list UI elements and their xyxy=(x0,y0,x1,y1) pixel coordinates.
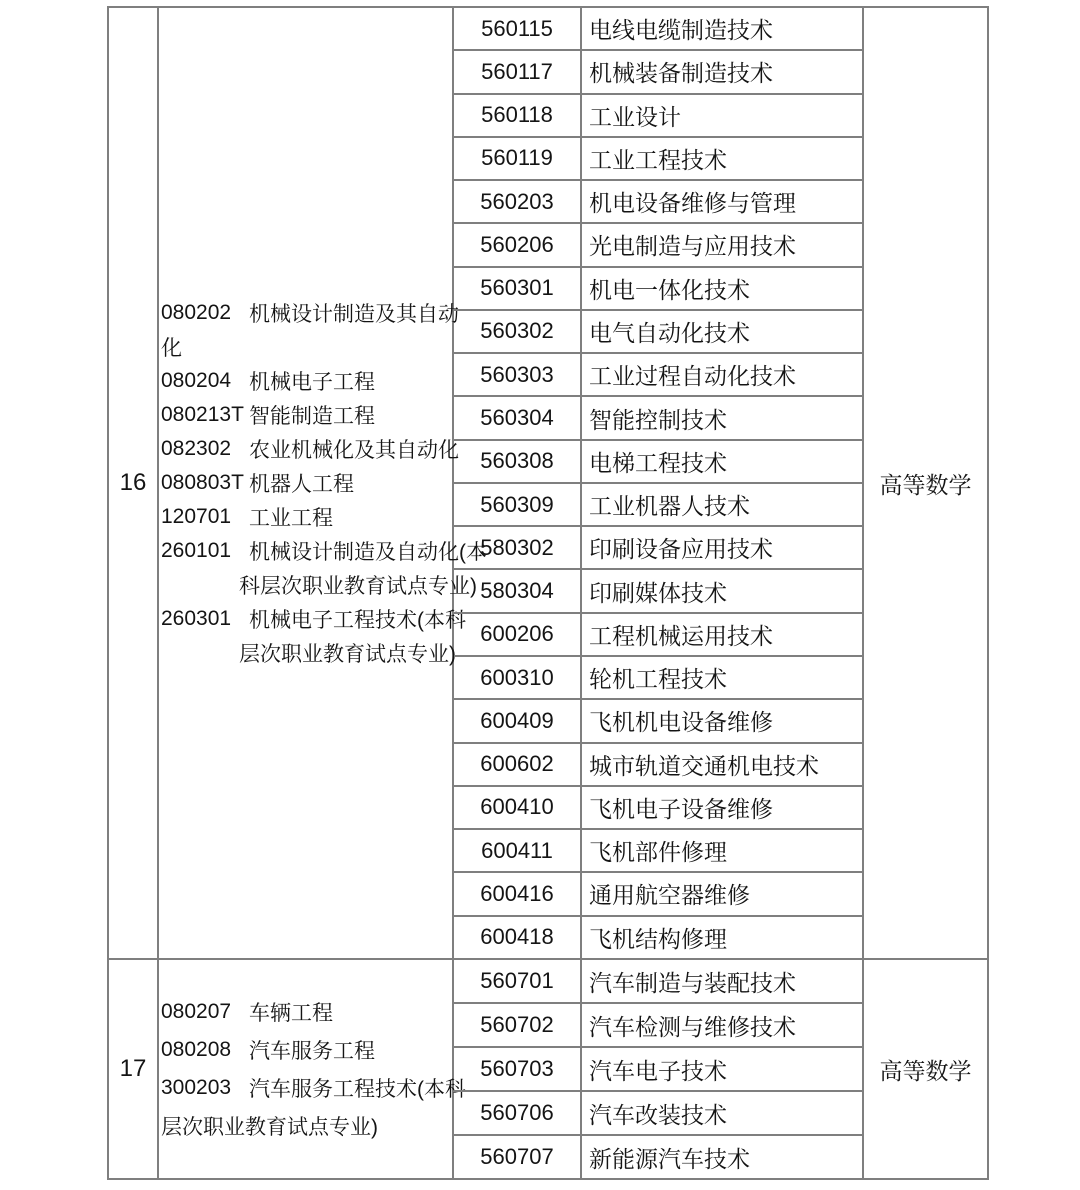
specialty-row xyxy=(454,95,862,138)
undergrad-major-line xyxy=(161,330,450,364)
specialty-code: 560117 xyxy=(454,51,582,92)
specialty-row xyxy=(454,744,862,787)
specialty-code: 600418 xyxy=(454,917,582,958)
specialty-row xyxy=(454,614,862,657)
undergrad-major-line xyxy=(161,993,450,1031)
specialty-name: 电梯工程技术 xyxy=(589,449,727,476)
specialty-row xyxy=(454,960,862,1004)
specialty-name: 工业过程自动化技术 xyxy=(589,363,796,390)
undergrad-major-name: 农业机械化及其自动化 xyxy=(249,439,459,462)
undergrad-majors-cell xyxy=(159,8,487,958)
specialty-name: 印刷媒体技术 xyxy=(589,579,727,606)
undergrad-major-line xyxy=(161,1069,466,1107)
specialty-name: 工业工程技术 xyxy=(589,146,727,173)
specialty-row xyxy=(454,397,862,440)
undergrad-major-code: 080207 xyxy=(161,1000,232,1023)
specialty-name: 工业机器人技术 xyxy=(589,493,750,520)
specialty-name: 汽车制造与装配技术 xyxy=(589,969,796,996)
specialty-row xyxy=(454,700,862,743)
specialty-code: 560302 xyxy=(454,311,582,352)
undergrad-major-code: 080208 xyxy=(161,1038,232,1061)
specialty-name: 轮机工程技术 xyxy=(589,666,727,693)
undergrad-major-name: 化 xyxy=(161,337,182,360)
specialty-name: 新能源汽车技术 xyxy=(589,1145,750,1172)
majors-exam-table xyxy=(107,6,989,1180)
specialty-rows-column xyxy=(454,960,864,1178)
specialty-rows-column xyxy=(454,8,864,958)
specialty-code: 560702 xyxy=(454,1004,582,1046)
specialty-name: 电气自动化技术 xyxy=(589,319,750,346)
specialty-row xyxy=(454,268,862,311)
specialty-code: 560707 xyxy=(454,1136,582,1178)
specialty-row xyxy=(454,441,862,484)
specialty-name: 机电设备维修与管理 xyxy=(589,190,796,217)
undergrad-major-name: 车辆工程 xyxy=(249,1002,333,1025)
table-section xyxy=(109,960,987,1178)
section-number-cell xyxy=(109,960,159,1178)
specialty-name: 飞机结构修理 xyxy=(589,925,727,952)
undergrad-major-code: 080213T xyxy=(161,403,244,426)
specialty-code: 580304 xyxy=(454,570,582,611)
specialty-name: 汽车电子技术 xyxy=(589,1057,727,1084)
specialty-row xyxy=(454,181,862,224)
specialty-name: 通用航空器维修 xyxy=(589,882,750,909)
undergrad-major-code: 300203 xyxy=(161,1076,232,1099)
undergrad-majors-cell xyxy=(159,960,466,1178)
specialty-name: 飞机机电设备维修 xyxy=(589,709,773,736)
undergrad-major-code: 080204 xyxy=(161,369,232,392)
specialty-code: 600409 xyxy=(454,700,582,741)
undergrad-major-name: 层次职业教育试点专业) xyxy=(239,643,456,666)
undergrad-major-code: 080803T xyxy=(161,471,244,494)
specialty-row xyxy=(454,138,862,181)
exam-subject-cell xyxy=(864,8,987,958)
specialty-code: 560303 xyxy=(454,354,582,395)
specialty-code: 600410 xyxy=(454,787,582,828)
specialty-name: 飞机电子设备维修 xyxy=(589,795,773,822)
undergrad-major-line xyxy=(161,296,459,330)
specialty-name: 电线电缆制造技术 xyxy=(589,17,773,44)
undergrad-major-name: 机械电子工程 xyxy=(249,371,375,394)
exam-subject: 高等数学 xyxy=(879,471,972,498)
undergrad-major-line xyxy=(239,568,477,602)
specialty-name: 印刷设备应用技术 xyxy=(589,536,773,563)
specialty-code: 560308 xyxy=(454,441,582,482)
table-section xyxy=(109,8,987,960)
specialty-row xyxy=(454,1092,862,1136)
section-number: 16 xyxy=(119,469,147,496)
specialty-row xyxy=(454,527,862,570)
specialty-name: 工业设计 xyxy=(589,103,681,130)
undergrad-major-line xyxy=(161,1107,450,1145)
specialty-row xyxy=(454,8,862,51)
undergrad-major-name: 层次职业教育试点专业) xyxy=(161,1116,378,1139)
specialty-name: 机械装备制造技术 xyxy=(589,60,773,87)
specialty-row xyxy=(454,657,862,700)
undergrad-major-name: 机器人工程 xyxy=(249,473,354,496)
undergrad-major-name: 机械电子工程技术(本科 xyxy=(249,609,466,632)
section-number-cell xyxy=(109,8,159,958)
specialty-code: 600310 xyxy=(454,657,582,698)
undergrad-major-line xyxy=(161,1031,450,1069)
specialty-code: 560309 xyxy=(454,484,582,525)
specialty-code: 580302 xyxy=(454,527,582,568)
specialty-row xyxy=(454,311,862,354)
undergrad-major-code: 082302 xyxy=(161,437,232,460)
undergrad-major-line xyxy=(161,534,487,568)
exam-subject-cell xyxy=(864,960,987,1178)
specialty-row xyxy=(454,787,862,830)
specialty-row xyxy=(454,224,862,267)
specialty-code: 560118 xyxy=(454,95,582,136)
specialty-row xyxy=(454,570,862,613)
section-number: 17 xyxy=(119,1055,147,1082)
specialty-name: 智能控制技术 xyxy=(589,406,727,433)
exam-subject: 高等数学 xyxy=(879,1057,972,1084)
specialty-row xyxy=(454,1004,862,1048)
specialty-row xyxy=(454,1048,862,1092)
specialty-row xyxy=(454,873,862,916)
specialty-code: 560706 xyxy=(454,1092,582,1134)
undergrad-major-code: 260101 xyxy=(161,539,232,562)
undergrad-major-line xyxy=(161,398,450,432)
specialty-code: 560304 xyxy=(454,397,582,438)
undergrad-major-name: 智能制造工程 xyxy=(249,405,375,428)
specialty-name: 汽车检测与维修技术 xyxy=(589,1013,796,1040)
undergrad-major-code: 260301 xyxy=(161,607,232,630)
specialty-row xyxy=(454,917,862,958)
undergrad-major-name: 机械设计制造及其自动 xyxy=(249,303,459,326)
undergrad-major-line xyxy=(161,500,450,534)
undergrad-major-name: 汽车服务工程 xyxy=(249,1040,375,1063)
specialty-row xyxy=(454,830,862,873)
undergrad-major-line xyxy=(161,364,450,398)
specialty-row xyxy=(454,1136,862,1178)
specialty-code: 560701 xyxy=(454,960,582,1002)
specialty-code: 560119 xyxy=(454,138,582,179)
specialty-name: 汽车改装技术 xyxy=(589,1101,727,1128)
undergrad-major-name: 汽车服务工程技术(本科 xyxy=(249,1078,466,1101)
specialty-code: 560301 xyxy=(454,268,582,309)
undergrad-major-name: 工业工程 xyxy=(249,507,333,530)
specialty-name: 飞机部件修理 xyxy=(589,839,727,866)
specialty-name: 工程机械运用技术 xyxy=(589,622,773,649)
specialty-code: 600206 xyxy=(454,614,582,655)
specialty-code: 560115 xyxy=(454,8,582,49)
specialty-code: 560206 xyxy=(454,224,582,265)
undergrad-major-line xyxy=(239,636,456,670)
undergrad-major-code: 080202 xyxy=(161,301,232,324)
specialty-code: 600416 xyxy=(454,873,582,914)
specialty-code: 600411 xyxy=(454,830,582,871)
specialty-row xyxy=(454,484,862,527)
specialty-code: 560203 xyxy=(454,181,582,222)
undergrad-major-name: 机械设计制造及自动化(本 xyxy=(249,541,487,564)
undergrad-major-line xyxy=(161,602,466,636)
specialty-name: 光电制造与应用技术 xyxy=(589,233,796,260)
specialty-row xyxy=(454,51,862,94)
undergrad-major-code: 120701 xyxy=(161,505,232,528)
undergrad-major-line xyxy=(161,432,459,466)
undergrad-major-line xyxy=(161,466,450,500)
specialty-name: 机电一体化技术 xyxy=(589,276,750,303)
specialty-code: 560703 xyxy=(454,1048,582,1090)
specialty-code: 600602 xyxy=(454,744,582,785)
undergrad-major-name: 科层次职业教育试点专业) xyxy=(239,575,477,598)
specialty-name: 城市轨道交通机电技术 xyxy=(589,752,819,779)
specialty-row xyxy=(454,354,862,397)
